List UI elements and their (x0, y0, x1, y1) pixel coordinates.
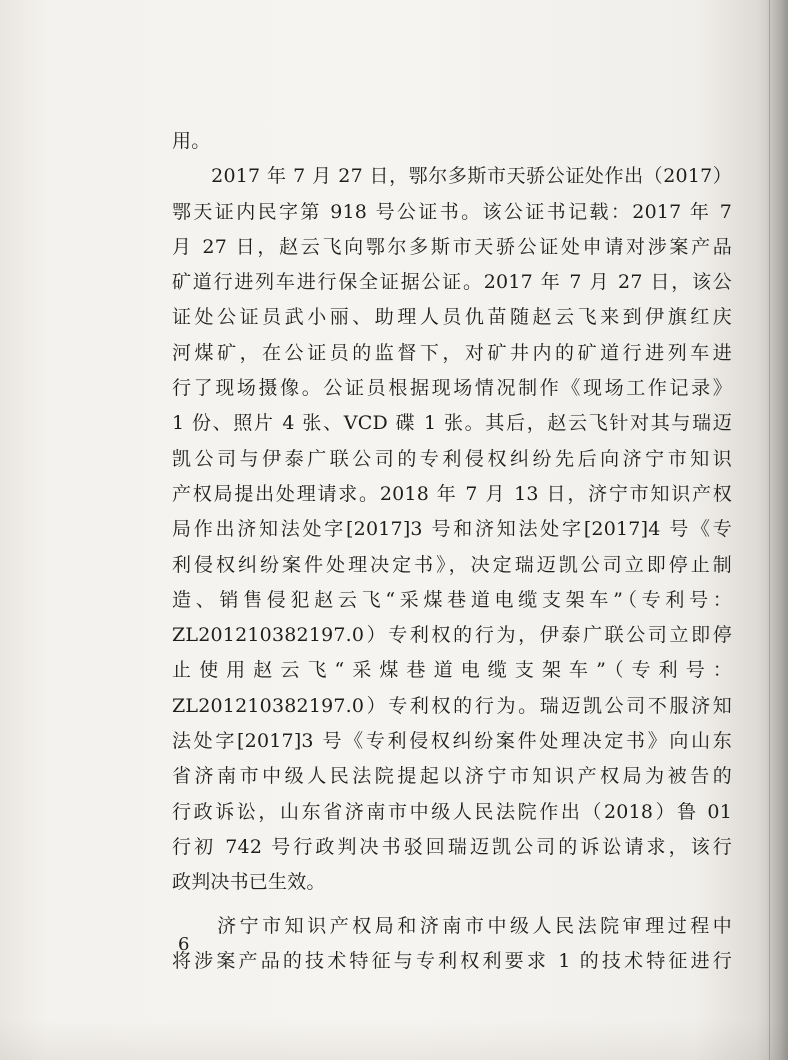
text-line: 行了现场摄像。公证员根据现场情况制作《现场工作记录》 (172, 377, 732, 400)
text-line: 政判决书已生效。 (172, 871, 326, 894)
text-line: 行初 742 号行政判决书驳回瑞迈凯公司的诉讼请求，该行 (172, 835, 732, 858)
text-line: 造、销售侵犯赵云飞“采煤巷道电缆支架车”（专利号： (172, 588, 732, 611)
text-line: 行政诉讼，山东省济南市中级人民法院作出（2018）鲁 01 (172, 800, 732, 823)
text-line: 河煤矿，在公证员的监督下，对矿井内的矿道行进列车进 (172, 341, 732, 364)
text-line: 矿道行进列车进行保全证据公证。2017 年 7 月 27 日，该公 (172, 271, 732, 294)
text-line: 局作出济知法处字[2017]3 号和济知法处字[2017]4 号《专 (172, 518, 732, 541)
text-line: 济宁市知识产权局和济南市中级人民法院审理过程中 (172, 914, 732, 937)
page-edge-line (769, 0, 770, 1060)
text-line: 用。 (172, 130, 211, 152)
page-number: 6 (178, 934, 190, 955)
text-line: 鄂天证内民字第 918 号公证书。该公证书记载：2017 年 7 (172, 200, 732, 223)
text-line: 月 27 日，赵云飞向鄂尔多斯市天骄公证处申请对涉案产品 (172, 235, 732, 258)
text-line: 将涉案产品的技术特征与专利权利要求 1 的技术特征进行 (172, 949, 732, 972)
text-line: ZL201210382197.0）专利权的行为，伊泰广联公司立即停 (172, 624, 732, 647)
text-line: ZL201210382197.0）专利权的行为。瑞迈凯公司不服济知 (172, 694, 732, 717)
text-line: 法处字[2017]3 号《专利侵权纠纷案件处理决定书》向山东 (172, 730, 732, 753)
text-line: 省济南市中级人民法院提起以济宁市知识产权局为被告的 (172, 765, 732, 788)
text-line: 产权局提出处理请求。2018 年 7 月 13 日，济宁市知识产权 (172, 482, 732, 505)
text-line: 凯公司与伊泰广联公司的专利侵权纠纷先后向济宁市知识 (172, 447, 732, 470)
document-body (172, 124, 732, 979)
text-line: 止使用赵云飞“采煤巷道电缆支架车”（专利号： (172, 659, 732, 682)
paragraph-gap (172, 901, 732, 909)
text-line: 1 份、照片 4 张、VCD 碟 1 张。其后，赵云飞针对其与瑞迈 (172, 412, 732, 435)
text-line: 证处公证员武小丽、助理人员仇苗随赵云飞来到伊旗红庆 (172, 306, 732, 329)
text-line: 利侵权纠纷案件处理决定书》，决定瑞迈凯公司立即停止制 (172, 553, 732, 576)
bottom-shadow (0, 1020, 788, 1060)
text-line: 2017 年 7 月 27 日，鄂尔多斯市天骄公证处作出（2017） (172, 165, 732, 188)
